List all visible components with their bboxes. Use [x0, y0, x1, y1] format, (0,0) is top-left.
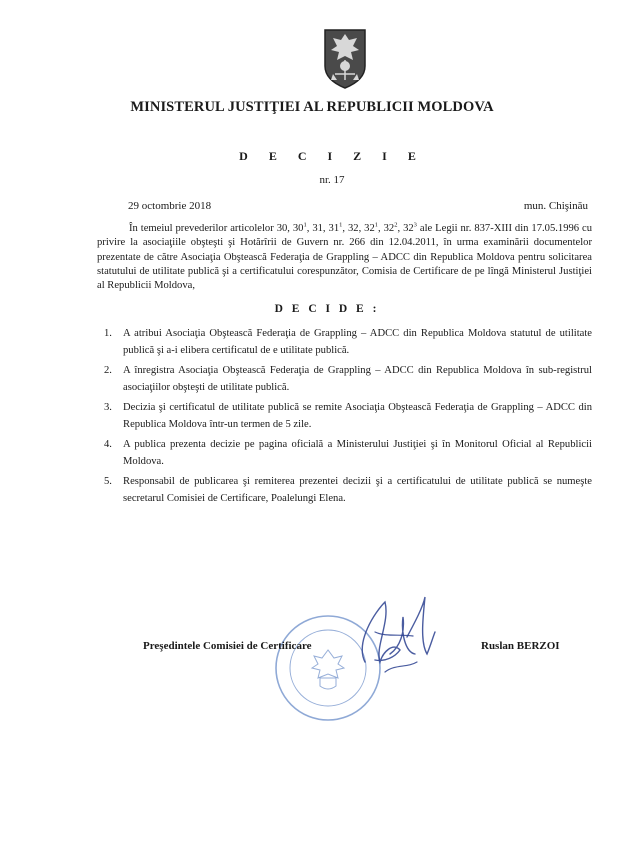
list-item: 2. A înregistra Asociaţia Obştească Federaţia de Grappling – ADCC din Republica Moldova în sub-registrul asociaţiilor obşteşti de utilitate publică. [104, 365, 592, 393]
handwritten-signature-icon [345, 592, 445, 682]
state-emblem-icon [321, 26, 369, 90]
ministry-heading: MINISTERUL JUSTIŢIEI AL REPUBLICII MOLDOVA [130, 99, 494, 115]
signatory-role: Preşedintele Comisiei de Certificare [143, 640, 312, 652]
decision-items-list [104, 325, 592, 510]
decision-number: nr. 17 [319, 174, 345, 186]
decision-place: mun. Chişinău [523, 200, 588, 212]
list-item: 4. A publica prezenta decizie pe pagina oficială a Ministerului Justiţiei şi în Monitorul Oficial al Republicii Moldova. [104, 439, 592, 467]
list-item: 3. Decizia şi certificatul de utilitate publică se remite Asociaţia Obştească Federaţia de Grappling – ADCC din Republica Moldova într-un termen de 5 zile. [104, 402, 592, 430]
preamble-paragraph: În temeiul prevederilor articolelor 30, $30^1$, 31, $31^1$, 32, $32^1$, $32^2$, $32^3$ ale Legii nr. 837-XIII din 17.05.1996 cu privire la asociaţiile obşteşti şi Hotărîrii de Guvern nr. 266 din 12.04.2011, în urma examinării documentelor prezentate de către Asociaţia Obştească Federaţia de Grappling – ADCC din Republica Moldova pentru solicitarea statutului de utilitate publică şi a certificatului corespunzător, Comisia de Certificare de pe lîngă Ministerul Justiţiei al Republicii Moldova, [97, 221, 593, 292]
list-item: 5. Responsabil de publicarea şi remiterea prezentei decizii şi a certificatului de utilitate publică se numeşte secretarul Comisiei de Certificare, Poalelungi Elena. [104, 476, 592, 504]
signatory-name: Ruslan BERZOI [481, 640, 560, 652]
list-item: 1. A atribui Asociaţia Obştească Federaţia de Grappling – ADCC din Republica Moldova statutul de utilitate publică şi a-i elibera certificatul de e utilitate publică. [104, 328, 592, 356]
decide-heading: D E C I D E : [274, 303, 380, 315]
document-title: D E C I Z I E [239, 149, 425, 163]
decision-date: 29 octombrie 2018 [128, 200, 212, 212]
